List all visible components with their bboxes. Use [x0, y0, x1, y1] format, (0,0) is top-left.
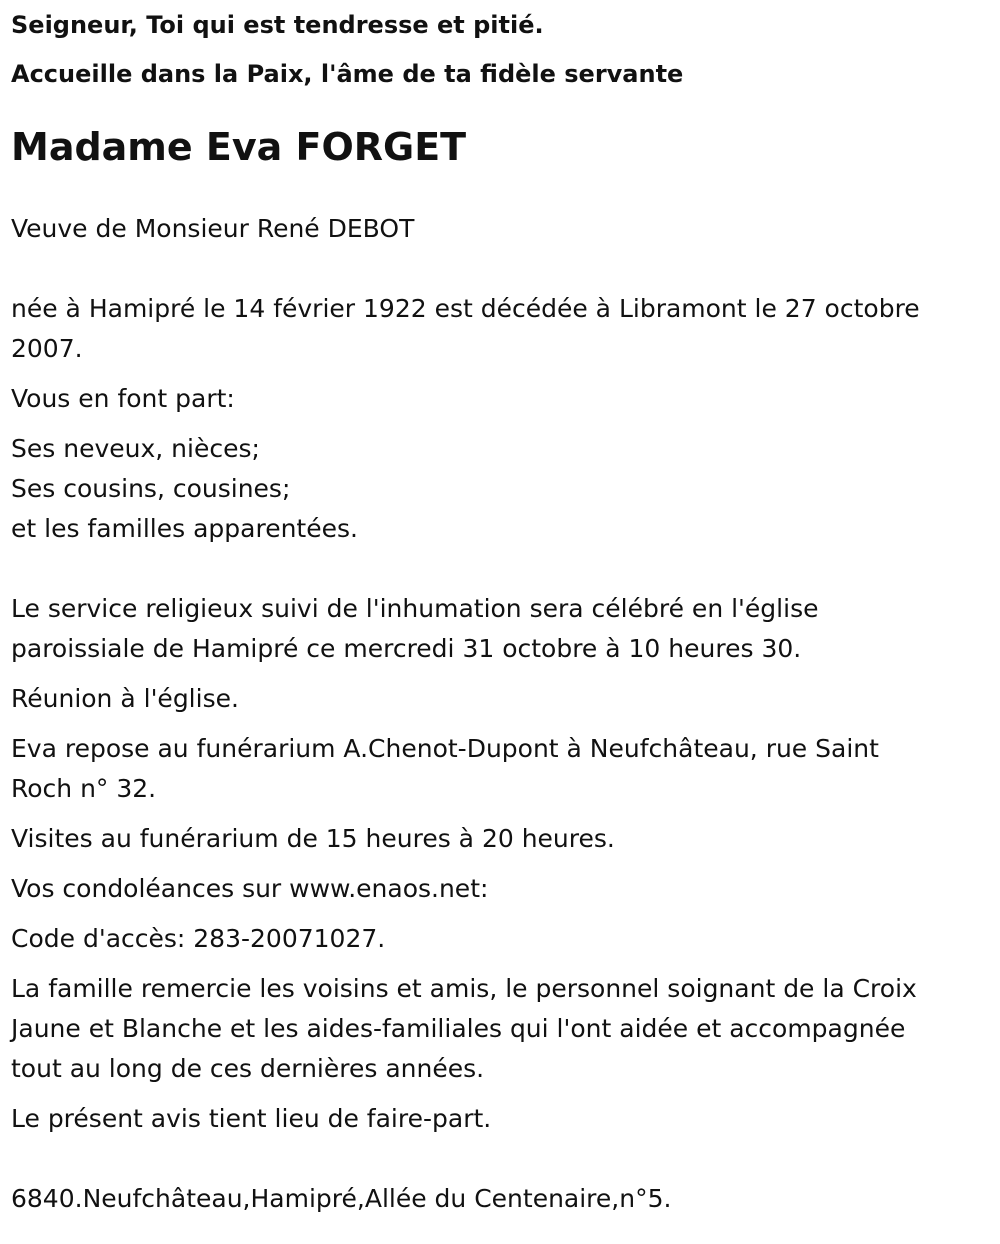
visits-text: Visites au funérarium de 15 heures à 20 heures. [11, 824, 615, 853]
family-list: Ses neveux, nièces; Ses cousins, cousines; et les familles apparentées. [11, 434, 358, 543]
address-text: 6840.Neufchâteau,Hamipré,Allée du Centenaire,n°5. [11, 1184, 672, 1213]
access-code-text: Code d'accès: 283-20071027. [11, 924, 386, 953]
service-text: Le service religieux suivi de l'inhumation sera célébré en l'église paroissiale de Hamipré ce mercredi 31 octobre à 10 heures 30. [11, 594, 819, 663]
condolences-text: Vos condoléances sur www.enaos.net: [11, 874, 489, 903]
notice-text: Le présent avis tient lieu de faire-part. [11, 1104, 492, 1133]
announce-intro: Vous en font part: [11, 384, 235, 413]
meeting-text: Réunion à l'église. [11, 684, 239, 713]
birth-death-text: née à Hamipré le 14 février 1922 est décédée à Libramont le 27 octobre 2007. [11, 294, 920, 363]
deceased-name: Madame Eva FORGET [11, 125, 467, 169]
repose-text: Eva repose au funérarium A.Chenot-Dupont à Neufchâteau, rue Saint Roch n° 32. [11, 734, 879, 803]
verse-line-2: Accueille dans la Paix, l'âme de ta fidèle servante [11, 60, 684, 88]
thanks-text: La famille remercie les voisins et amis, le personnel soignant de la Croix Jaune et Blanche et les aides-familiales qui l'ont aidée et accompagnée tout au long de ces dernières années. [11, 974, 917, 1083]
spouse-line: Veuve de Monsieur René DEBOT [11, 214, 415, 243]
verse-line-1: Seigneur, Toi qui est tendresse et pitié. [11, 11, 544, 39]
